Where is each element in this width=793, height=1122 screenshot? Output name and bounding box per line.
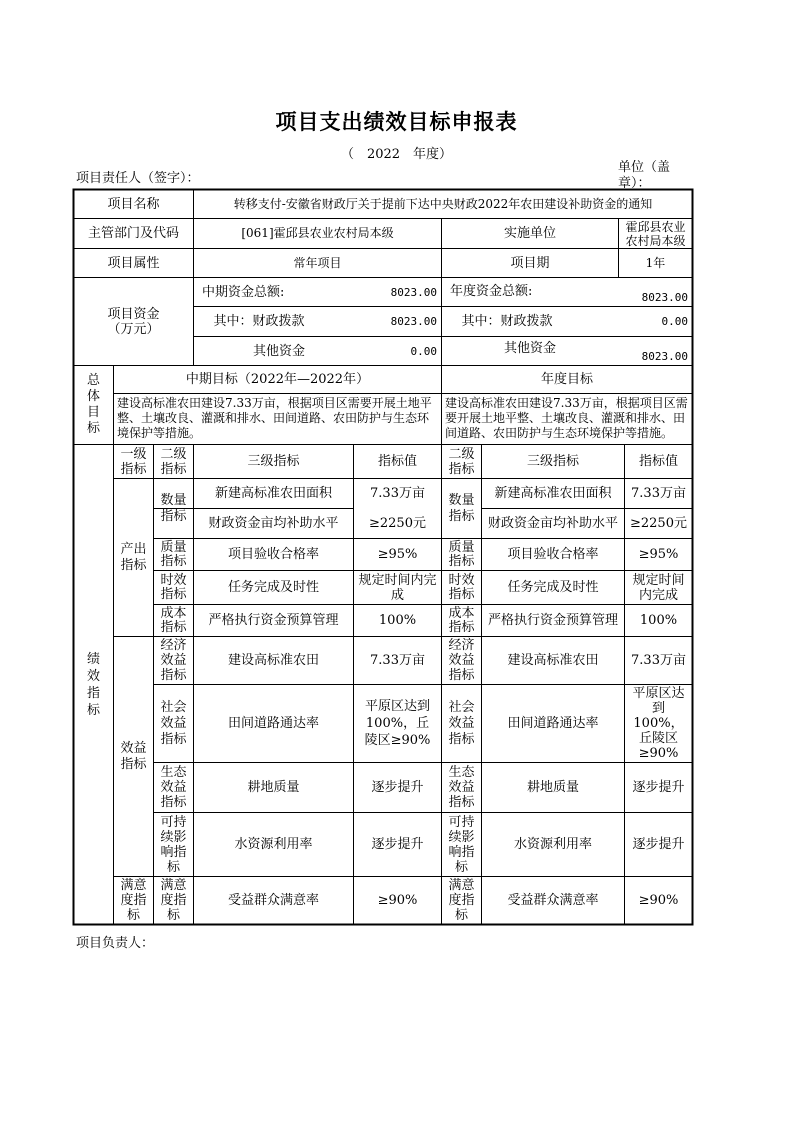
annual-indicator-name: 财政资金亩均补助水平 (487, 516, 618, 531)
mid-level2-label: 生态效益指标 (160, 765, 187, 810)
annual-level2-label: 时效指标 (448, 572, 475, 602)
mid-indicator-value: 7.33万亩 (370, 486, 425, 501)
annual-indicator-name: 严格执行资金预算管理 (487, 613, 618, 628)
annual-other-value: 8023.00 (641, 350, 688, 363)
mid-other-value: 0.00 (410, 344, 437, 358)
annual-level3-header: 三级指标 (526, 454, 579, 469)
mid-indicator-value: 规定时间内完成 (358, 572, 437, 603)
impl-label: 实施单位 (503, 226, 556, 241)
annual-quantity-label: 数量指标 (448, 492, 475, 524)
mid-level2-label: 经济效益指标 (160, 638, 187, 683)
annual-indicator-name: 建设高标准农田 (507, 653, 599, 668)
annual-level2-label: 生态效益指标 (448, 765, 475, 810)
mid-level3-header: 三级指标 (247, 454, 300, 469)
annual-indicator-value: 平原区达到100%，丘陵区≥90% (632, 686, 685, 761)
period-value: 1年 (645, 255, 666, 270)
mid-indicator-name: 水资源利用率 (234, 837, 313, 852)
annual-indicator-name: 田间道路通达率 (507, 716, 599, 731)
funds-label: 项目资金 （万元） (107, 306, 160, 337)
mid-level1-header: 一级指标 (120, 446, 147, 477)
benefit-indicator-label: 效益指标 (120, 740, 147, 772)
annual-indicator-value: 逐步提升 (632, 837, 685, 852)
mid-level2-label: 社会效益指标 (160, 699, 187, 747)
annual-other-label: 其他资金 (503, 341, 556, 356)
mid-level2-header: 二级指标 (160, 446, 187, 477)
mid-fiscal-value: 8023.00 (390, 315, 437, 328)
period-label: 项目期 (510, 255, 550, 271)
mid-total-value: 8023.00 (390, 285, 437, 299)
annual-fiscal-value: 0.00 (661, 315, 688, 328)
impl-value: 霍邱县农业农村局本级 (625, 219, 686, 248)
annual-indicator-name: 任务完成及时性 (507, 580, 599, 595)
mid-indicator-value: ≥2250元 (369, 516, 426, 531)
mid-indicator-value: ≥90% (377, 893, 418, 908)
annual-level2-label: 经济效益指标 (448, 638, 475, 683)
mid-level2-label: 成本指标 (160, 605, 187, 635)
annual-total-value: 8023.00 (641, 291, 688, 304)
annual-value-header: 指标值 (638, 454, 678, 469)
mid-indicator-name: 严格执行资金预算管理 (208, 613, 339, 628)
project-leader-label: 项目负责人： (76, 936, 155, 951)
annual-goal-header: 年度目标 (540, 372, 593, 387)
annual-level2-label: 满意度指标 (448, 878, 475, 923)
annual-indicator-name: 新建高标准农田面积 (494, 486, 612, 501)
mid-indicator-value: 100% (378, 613, 417, 628)
annual-level2-label: 成本指标 (448, 605, 475, 635)
performance-label: 绩效指标 (86, 651, 100, 718)
mid-value-header: 指标值 (377, 454, 417, 469)
annual-level2-header: 二级指标 (448, 446, 475, 477)
annual-indicator-name: 项目验收合格率 (507, 547, 599, 562)
mid-indicator-name: 新建高标准农田面积 (214, 486, 332, 501)
report-year: （ 2022 年度） (340, 147, 453, 162)
mid-indicator-name: 建设高标准农田 (227, 653, 319, 668)
mid-indicator-value: ≥95% (377, 547, 418, 562)
mid-indicator-name: 受益群众满意率 (227, 893, 319, 908)
annual-goal-text: 建设高标准农田建设7.33万亩，根据项目区需要开展土地平整、土壤改良、灌溉和排水、田间道路、农田防护与生态环境保护等措施。 (445, 396, 688, 440)
annual-fiscal-label: 其中：财政拨款 (461, 314, 553, 329)
annual-level2-label: 可持续影响指标 (448, 814, 475, 875)
annual-level2-label: 质量指标 (448, 539, 475, 569)
page-title: 项目支出绩效目标申报表 (275, 109, 518, 134)
dept-value: [061]霍邱县农业农村局本级 (241, 226, 394, 240)
mid-level2-label: 时效指标 (160, 572, 187, 602)
mid-quantity-label: 数量指标 (160, 492, 187, 524)
mid-level2-label: 满意度指标 (160, 878, 187, 923)
overall-goal-label: 总体目标 (86, 373, 100, 436)
annual-indicator-name: 耕地质量 (526, 780, 579, 795)
annual-indicator-value: ≥95% (638, 547, 679, 562)
annual-indicator-value: 7.33万亩 (631, 486, 686, 501)
dept-label: 主管部门及代码 (87, 226, 179, 241)
mid-other-label: 其他资金 (252, 343, 305, 359)
responsible-signature-label: 项目责任人（签字）： (76, 171, 200, 186)
mid-indicator-name: 财政资金亩均补助水平 (208, 516, 339, 531)
mid-total-label: 中期资金总额: (202, 284, 285, 300)
mid-goal-text: 建设高标准农田建设7.33万亩，根据项目区需要开展土地平整、土壤改良、灌溉和排水、田间道路、农田防护与生态环境保护等措施。 (117, 396, 432, 440)
project-name-label: 项目名称 (107, 196, 160, 212)
mid-indicator-value: 逐步提升 (371, 837, 424, 852)
mid-goal-header: 中期目标（2022年—2022年） (185, 372, 370, 387)
annual-indicator-value: 逐步提升 (632, 780, 685, 795)
annual-indicator-value: 规定时间内完成 (632, 572, 685, 603)
attr-value: 常年项目 (293, 255, 342, 270)
mid-indicator-name: 项目验收合格率 (227, 547, 319, 562)
mid-indicator-name: 田间道路通达率 (227, 716, 319, 731)
mid-indicator-value: 平原区达到100%，丘陵区≥90% (364, 699, 431, 748)
mid-indicator-name: 耕地质量 (247, 780, 300, 795)
mid-indicator-name: 任务完成及时性 (227, 580, 319, 595)
annual-level2-label: 社会效益指标 (448, 699, 475, 747)
annual-indicator-name: 受益群众满意率 (507, 893, 599, 908)
mid-fiscal-label: 其中：财政拨款 (213, 314, 305, 329)
annual-indicator-value: ≥2250元 (630, 516, 687, 531)
mid-indicator-value: 逐步提升 (371, 780, 424, 795)
annual-indicator-name: 水资源利用率 (513, 837, 592, 852)
unit-seal-label: 单位（盖章）： (618, 160, 671, 188)
annual-total-label: 年度资金总额: (450, 284, 533, 299)
mid-indicator-value: 7.33万亩 (370, 653, 425, 668)
project-name-value: 转移支付-安徽省财政厅关于提前下达中央财政2022年农田建设补助资金的通知 (233, 196, 653, 211)
annual-indicator-value: 100% (639, 613, 678, 628)
annual-indicator-value: ≥90% (638, 893, 679, 908)
annual-indicator-value: 7.33万亩 (631, 653, 686, 668)
mid-level2-label: 质量指标 (160, 539, 187, 569)
attr-label: 项目属性 (107, 255, 160, 271)
mid-level2-label: 可持续影响指标 (160, 814, 187, 875)
output-indicator-label: 产出指标 (120, 541, 147, 573)
satisfaction-indicator-label: 满意度指标 (120, 878, 147, 923)
